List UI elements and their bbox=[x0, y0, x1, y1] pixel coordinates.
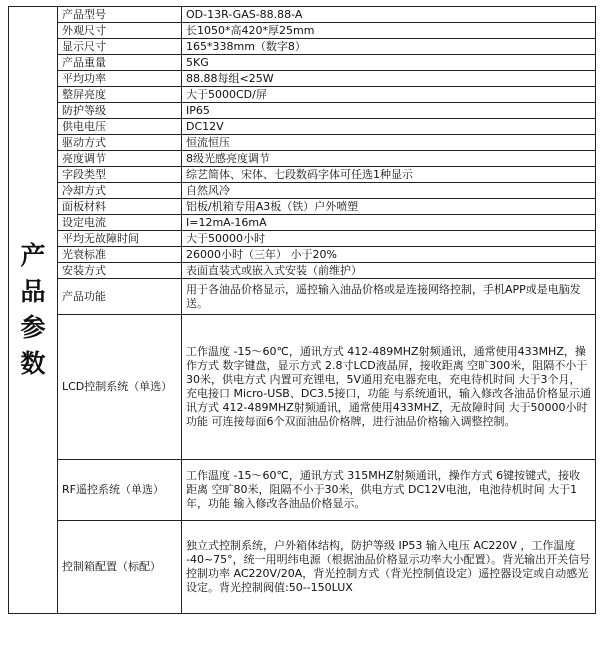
section-title-char: 产 bbox=[20, 241, 46, 270]
section-title bbox=[9, 7, 58, 614]
spec-value: DC12V bbox=[182, 119, 596, 135]
spec-value: 26000小时（三年） 小于20% bbox=[182, 247, 596, 263]
spec-label: 亮度调节 bbox=[58, 151, 182, 167]
spec-value: 大于50000小时 bbox=[182, 231, 596, 247]
spec-value: 长1050*高420*厚25mm bbox=[182, 23, 596, 39]
product-spec-table bbox=[8, 6, 596, 614]
spec-value: 工作温度 -15～60℃，通讯方式 315MHZ射频通讯，操作方式 6键按键式，接收距离 空旷80米，阻隔不小于30米，供电方式 DC12V电池，电池待机时间 大于1年，功能 输入修改各油品价格显示。 bbox=[182, 460, 596, 521]
section-title-char: 品 bbox=[20, 277, 46, 306]
spec-value: 用于各油品价格显示，遥控输入油品价格或是连接网络控制，手机APP或是电脑发送。 bbox=[182, 279, 596, 315]
section-title-char: 数 bbox=[20, 349, 46, 378]
spec-value: 独立式控制系统，户外箱体结构，防护等级 IP53 输入电压 AC220V ，工作温度 -40~75°，统一用明纬电源（根据油品价格显示功率大小配置）。背光输出开关信号控制功率 AC220V/20A，背光控制方式（背光控制值设定）遥控器设定或自动感光设定。背光控制阀值:50--150LUX bbox=[182, 521, 596, 614]
spec-value: 5KG bbox=[182, 55, 596, 71]
spec-value: 表面直装式或嵌入式安装（前维护） bbox=[182, 263, 596, 279]
spec-label: 平均功率 bbox=[58, 71, 182, 87]
spec-label: 安装方式 bbox=[58, 263, 182, 279]
spec-label: 产品型号 bbox=[58, 7, 182, 23]
section-title-char: 参 bbox=[20, 313, 46, 342]
spec-label: 供电电压 bbox=[58, 119, 182, 135]
spec-label: 设定电流 bbox=[58, 215, 182, 231]
spec-label: 整屏亮度 bbox=[58, 87, 182, 103]
spec-label: 字段类型 bbox=[58, 167, 182, 183]
spec-label: RF遥控系统（单选） bbox=[58, 460, 182, 521]
spec-label: 光衰标准 bbox=[58, 247, 182, 263]
spec-value: I=12mA-16mA bbox=[182, 215, 596, 231]
spec-label: 面板材料 bbox=[58, 199, 182, 215]
spec-value: 自然风冷 bbox=[182, 183, 596, 199]
spec-label: 显示尺寸 bbox=[58, 39, 182, 55]
spec-label: 冷却方式 bbox=[58, 183, 182, 199]
spec-value: IP65 bbox=[182, 103, 596, 119]
spec-value: 综艺简体、宋体、七段数码字体可任选1种显示 bbox=[182, 167, 596, 183]
spec-label: 产品重量 bbox=[58, 55, 182, 71]
spec-label: 平均无故障时间 bbox=[58, 231, 182, 247]
spec-value: 工作温度 -15～60℃，通讯方式 412-489MHZ射频通讯，通常使用433MHZ，操作方式 数字键盘，显示方式 2.8寸LCD液晶屏，接收距离 空旷300米，阻隔不小于30米，供电方式 内置可充锂电，5V通用充电器充电，充电待机时间 大于3个月，充电接口 Micro-USB、DC3.5接口，功能 与系统通讯，输入修改各油品价格显示通讯方式 412-489MHZ射频通讯，通常使用433MHZ，无故障时间 大于50000小时 功能 可连接每面6个双面油品价格牌，进行油品价格输入调整控制。 bbox=[182, 315, 596, 460]
spec-label: 外观尺寸 bbox=[58, 23, 182, 39]
spec-value: OD-13R-GAS-88.88-A bbox=[182, 7, 596, 23]
spec-label: 防护等级 bbox=[58, 103, 182, 119]
spec-value: 88.88每组<25W bbox=[182, 71, 596, 87]
spec-label: LCD控制系统（单选） bbox=[58, 315, 182, 460]
spec-label: 产品功能 bbox=[58, 279, 182, 315]
spec-value: 8级光感亮度调节 bbox=[182, 151, 596, 167]
spec-value: 铝板/机箱专用A3板（铁）户外喷塑 bbox=[182, 199, 596, 215]
spec-label: 驱动方式 bbox=[58, 135, 182, 151]
spec-value: 165*338mm（数字8） bbox=[182, 39, 596, 55]
spec-value: 大于5000CD/屏 bbox=[182, 87, 596, 103]
spec-value: 恒流恒压 bbox=[182, 135, 596, 151]
spec-label: 控制箱配置（标配） bbox=[58, 521, 182, 614]
